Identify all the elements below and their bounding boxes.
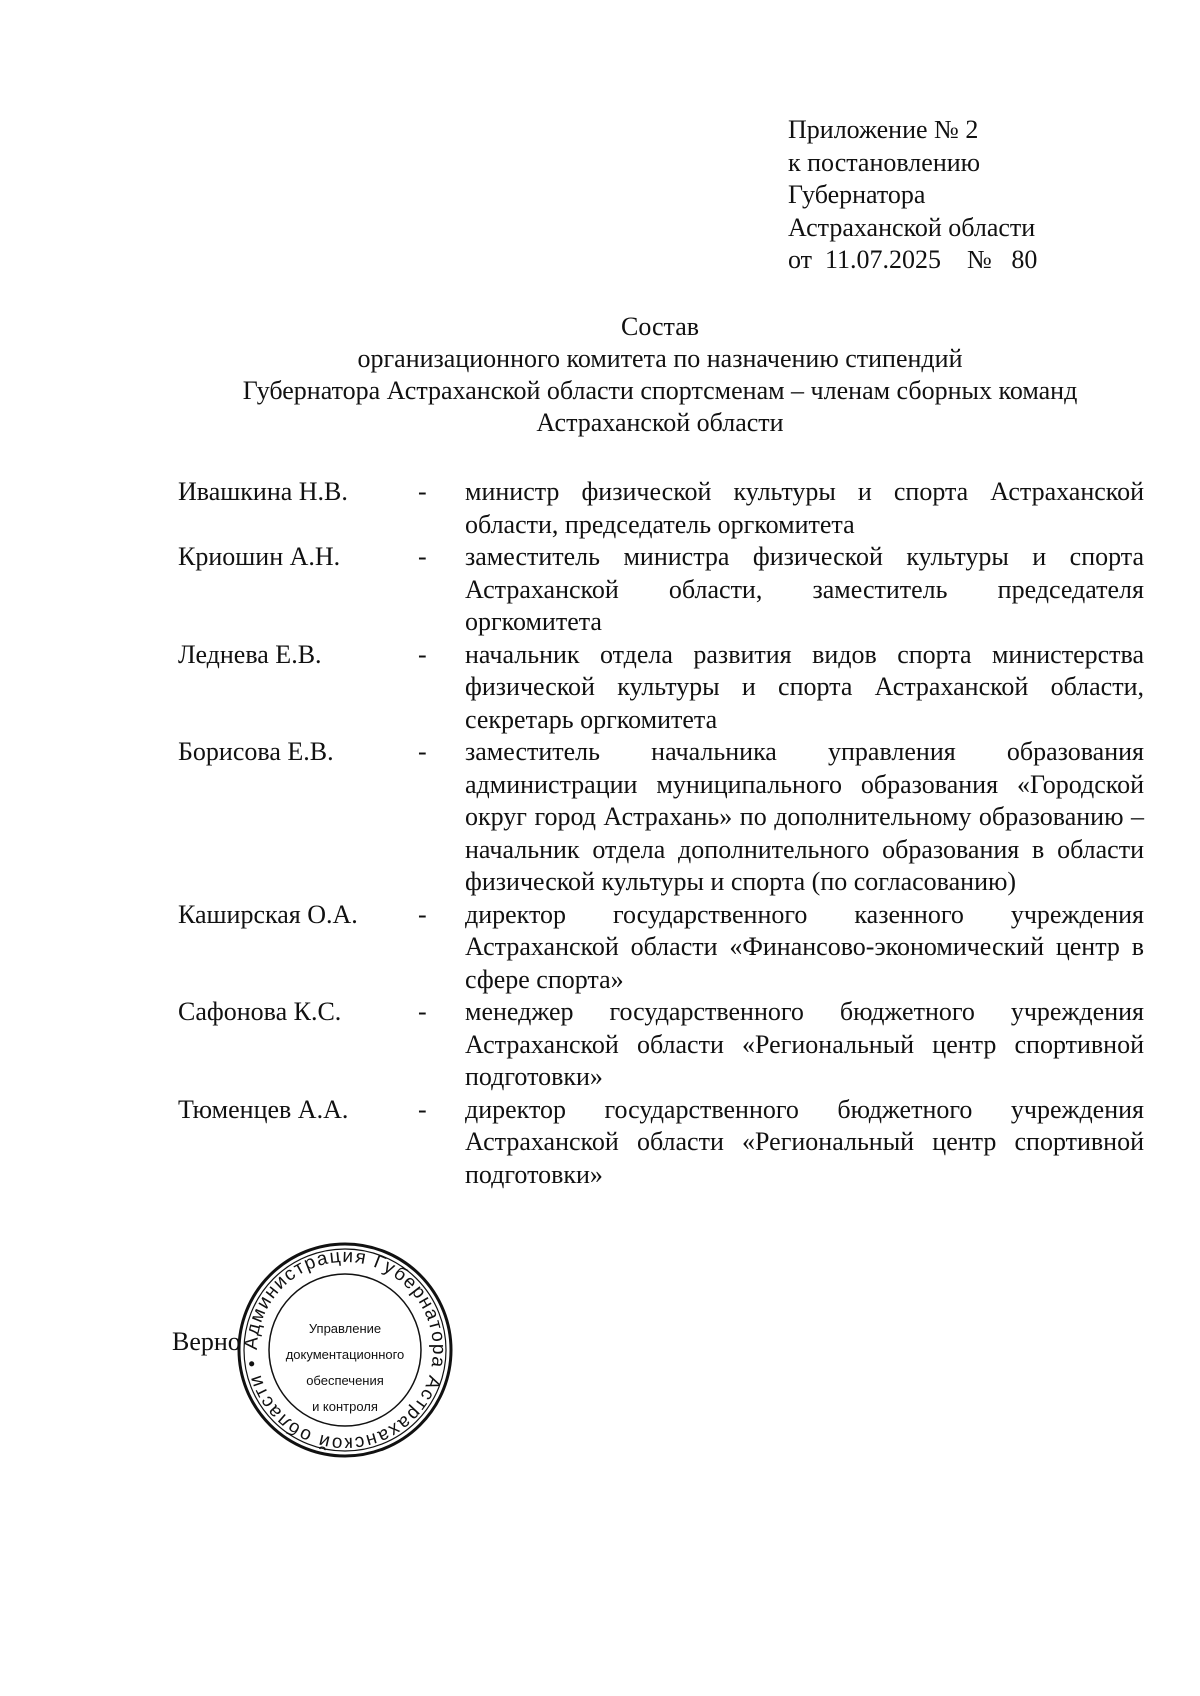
member-role: заместитель министра физической культуры и спорта Астраханской области, заместитель председателя оргкомитета [465, 542, 1144, 636]
member-role: заместитель начальника управления образования администрации муниципального образования «Городской округ город Астрахань» по дополнительному образованию – начальник отдела дополнительного образования в области физической культуры и спорта (по согласованию) [465, 737, 1144, 896]
heading-line-4: Астраханской области [536, 408, 784, 437]
member-row [178, 476, 1144, 541]
seal-inner-line: документационного [285, 1347, 405, 1362]
appendix-number: Приложение № 2 [788, 115, 979, 144]
member-name: Тюменцев А.А. [178, 1094, 349, 1124]
seal-inner-line: обеспечения [306, 1373, 384, 1388]
member-name: Сафонова К.С. [178, 997, 342, 1026]
member-role: директор государственного бюджетного учреждения Астраханской области «Региональный центр спортивной подготовки» [465, 1094, 1144, 1189]
member-row [178, 1094, 1144, 1192]
member-dash: - [418, 899, 427, 929]
member-name: Борисова Е.В. [178, 737, 334, 766]
member-dash: - [418, 639, 427, 669]
member-role: директор государственного казенного учреждения Астраханской области «Финансово-экономический центр в сфере спорта» [465, 899, 1144, 994]
member-name: Криошин А.Н. [178, 542, 341, 571]
appendix-to-resolution: к постановлению [788, 147, 981, 177]
seal-inner-line: и контроля [312, 1399, 378, 1414]
heading-line-3: Губернатора Астраханской области спортсменам – членам сборных команд [242, 376, 1078, 405]
member-role: министр физической культуры и спорта Астраханской области, председатель оргкомитета [465, 477, 1144, 539]
member-dash: - [418, 542, 427, 571]
member-row [178, 541, 1144, 639]
member-role: начальник отдела развития видов спорта министерства физической культуры и спорта Астраханской области, секретарь оргкомитета [465, 639, 1144, 734]
member-dash: - [418, 477, 427, 506]
verno-label: Верно [172, 1327, 241, 1356]
member-row [178, 996, 1144, 1094]
appendix-governor: Губернатора [788, 180, 926, 209]
member-dash: - [418, 1094, 427, 1124]
document-heading [150, 311, 1170, 439]
heading-line-2: организационного комитета по назначению стипендий [357, 344, 963, 373]
member-name: Леднева Е.В. [178, 639, 322, 669]
seal-inner-line: Управление [308, 1321, 382, 1336]
committee-members-list [178, 476, 1144, 1191]
seal-ring-text: Администрация Губернатора Астраханской области • [240, 1245, 450, 1455]
member-row [178, 639, 1144, 737]
member-name: Ивашкина Н.В. [178, 477, 348, 506]
appendix-header [788, 114, 1037, 277]
member-role: менеджер государственного бюджетного учреждения Астраханской области «Региональный центр спортивной подготовки» [465, 997, 1144, 1091]
heading-title: Состав [620, 312, 700, 341]
member-dash: - [418, 997, 427, 1026]
member-name: Каширская О.А. [178, 899, 358, 929]
official-seal-stamp [235, 1240, 455, 1460]
member-row [178, 899, 1144, 997]
appendix-region: Астраханской области [788, 212, 1036, 242]
member-row [178, 736, 1144, 899]
member-dash: - [418, 737, 427, 766]
appendix-date-number: от 11.07.2025 № 80 [788, 245, 1038, 274]
seal-inner-text [275, 1316, 415, 1420]
